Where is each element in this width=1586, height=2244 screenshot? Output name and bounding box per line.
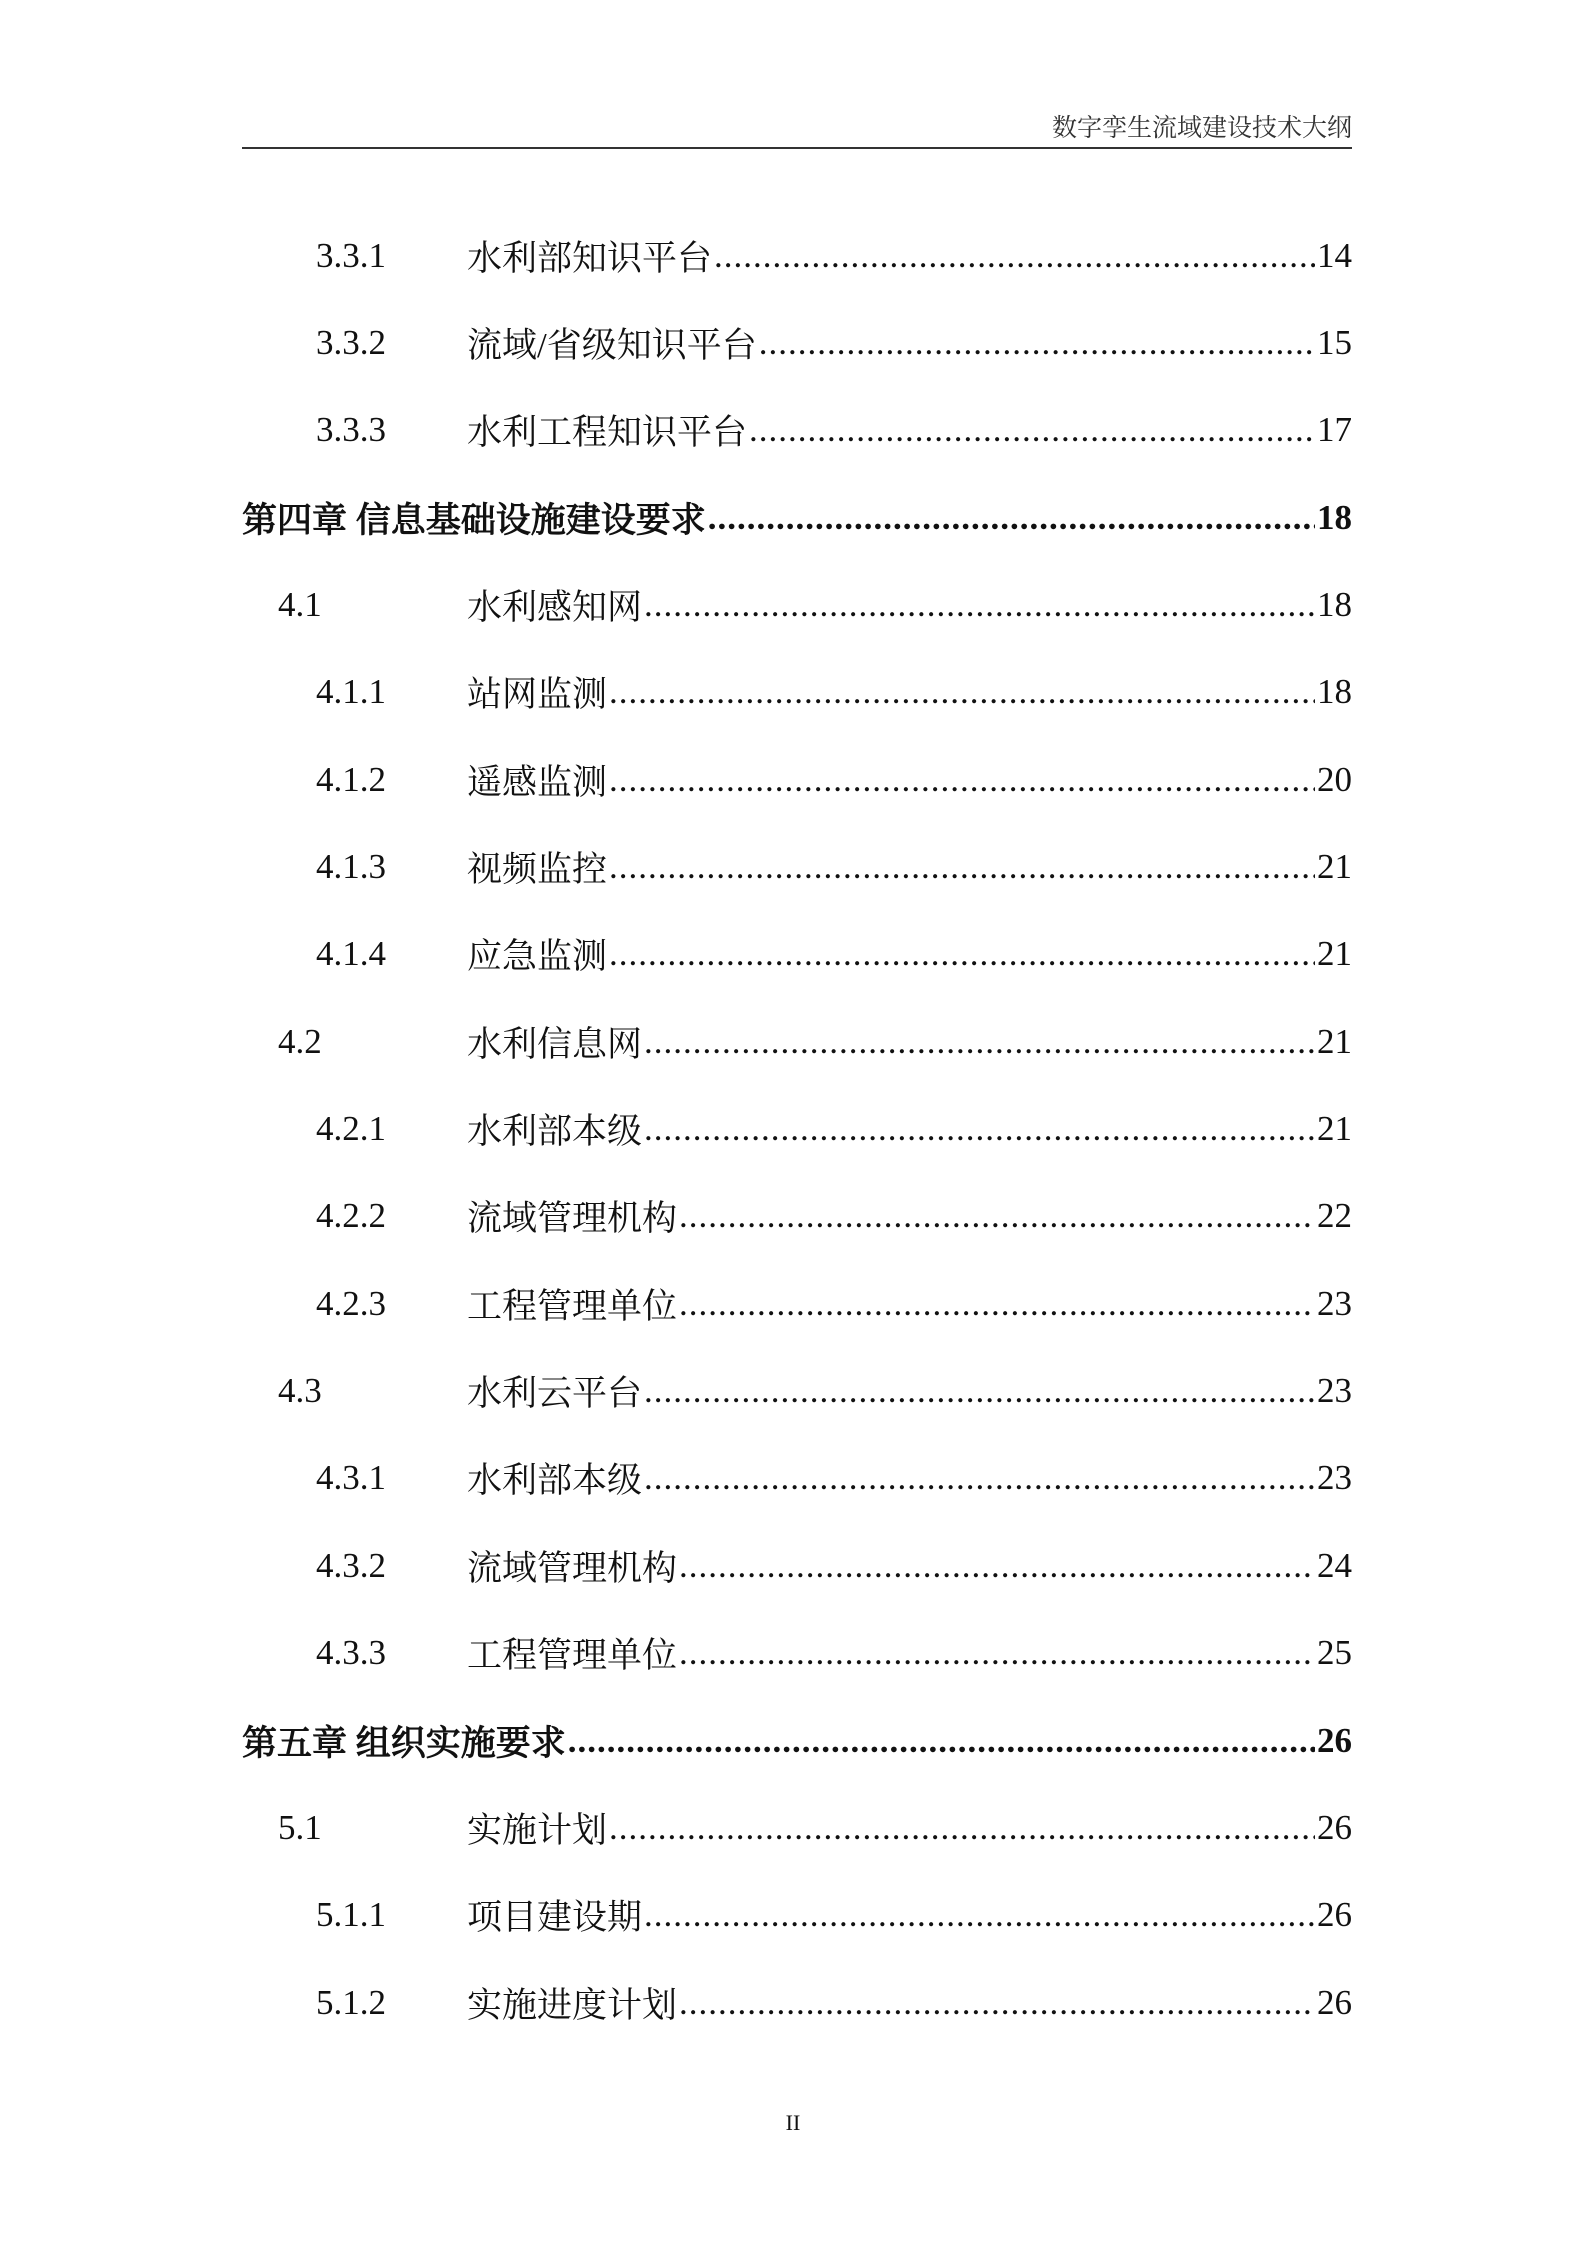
toc-entry-title: 水利部知识平台 xyxy=(467,238,713,278)
toc-entry-number: 4.2.2 xyxy=(316,1196,386,1236)
toc-entry[interactable] xyxy=(242,387,1352,474)
toc-entry-number: 4.2.3 xyxy=(316,1283,386,1323)
toc-entry-number: 4.3.2 xyxy=(316,1545,386,1585)
toc-entry[interactable] xyxy=(242,1347,1352,1434)
toc-entry-page: 26 xyxy=(1317,1720,1352,1760)
toc-entry[interactable] xyxy=(242,649,1352,736)
toc-entry[interactable] xyxy=(242,823,1352,910)
toc-entry-title: 流域管理机构 xyxy=(467,1199,678,1239)
dot-leader xyxy=(609,934,1315,974)
dot-leader xyxy=(644,585,1315,625)
toc-entry-number: 4.1.1 xyxy=(316,672,386,712)
toc-entry-title: 第四章 信息基础设施建设要求 xyxy=(242,500,706,540)
toc-entry-title: 流域/省级知识平台 xyxy=(467,326,757,366)
dot-leader xyxy=(644,1109,1315,1149)
toc-entry-number: 4.3.1 xyxy=(316,1458,386,1498)
table-of-contents xyxy=(242,212,1352,2046)
toc-entry-number: 5.1 xyxy=(278,1807,322,1847)
toc-entry-page: 24 xyxy=(1317,1545,1352,1585)
toc-entry-page: 25 xyxy=(1317,1633,1352,1673)
toc-entry-title: 水利云平台 xyxy=(467,1374,643,1414)
toc-entry-page: 18 xyxy=(1317,585,1352,625)
toc-entry-number: 4.1.4 xyxy=(316,934,386,974)
toc-entry-title: 水利部本级 xyxy=(467,1461,643,1501)
dot-leader xyxy=(749,410,1315,450)
toc-entry-page: 26 xyxy=(1317,1982,1352,2022)
toc-entry-title: 应急监测 xyxy=(467,937,608,977)
header-rule xyxy=(242,147,1352,149)
toc-entry-number: 5.1.2 xyxy=(316,1982,386,2022)
toc-entry-number: 3.3.2 xyxy=(316,323,386,363)
dot-leader xyxy=(609,847,1315,887)
toc-entry[interactable] xyxy=(242,561,1352,648)
dot-leader xyxy=(644,1895,1315,1935)
toc-entry-title: 水利感知网 xyxy=(467,588,643,628)
toc-entry-page: 15 xyxy=(1317,323,1352,363)
toc-entry-title: 站网监测 xyxy=(467,675,608,715)
dot-leader xyxy=(679,1196,1315,1236)
toc-entry-number: 4.3 xyxy=(278,1371,322,1411)
toc-entry-page: 21 xyxy=(1317,847,1352,887)
dot-leader xyxy=(714,236,1315,276)
toc-entry-page: 26 xyxy=(1317,1807,1352,1847)
dot-leader xyxy=(644,1022,1315,1062)
toc-entry-page: 21 xyxy=(1317,1109,1352,1149)
page-number: II xyxy=(785,2110,801,2135)
toc-chapter-entry[interactable] xyxy=(242,1697,1352,1784)
dot-leader xyxy=(644,1458,1315,1498)
toc-entry[interactable] xyxy=(242,1435,1352,1522)
dot-leader xyxy=(568,1721,1315,1761)
running-header: 数字孪生流域建设技术大纲 xyxy=(1051,115,1352,142)
toc-entry-number: 4.1.2 xyxy=(316,759,386,799)
dot-leader xyxy=(708,498,1315,538)
toc-entry-page: 23 xyxy=(1317,1283,1352,1323)
toc-entry[interactable] xyxy=(242,1085,1352,1172)
toc-entry[interactable] xyxy=(242,1872,1352,1959)
toc-chapter-entry[interactable] xyxy=(242,474,1352,561)
toc-entry-title: 第五章 组织实施要求 xyxy=(242,1723,566,1763)
dot-leader xyxy=(759,323,1315,363)
toc-entry-number: 4.1.3 xyxy=(316,847,386,887)
toc-entry[interactable] xyxy=(242,212,1352,299)
toc-entry-title: 遥感监测 xyxy=(467,762,608,802)
toc-entry-page: 26 xyxy=(1317,1895,1352,1935)
toc-entry[interactable] xyxy=(242,1173,1352,1260)
dot-leader xyxy=(679,1983,1315,2023)
toc-entry-number: 4.3.3 xyxy=(316,1633,386,1673)
dot-leader xyxy=(609,1808,1315,1848)
toc-entry[interactable] xyxy=(242,911,1352,998)
dot-leader xyxy=(609,760,1315,800)
toc-entry[interactable] xyxy=(242,299,1352,386)
dot-leader xyxy=(679,1284,1315,1324)
toc-entry[interactable] xyxy=(242,1522,1352,1609)
toc-entry[interactable] xyxy=(242,1784,1352,1871)
toc-entry-title: 水利工程知识平台 xyxy=(467,413,748,453)
toc-entry[interactable] xyxy=(242,1959,1352,2046)
toc-entry-number: 3.3.3 xyxy=(316,410,386,450)
toc-entry[interactable] xyxy=(242,1610,1352,1697)
toc-entry-page: 23 xyxy=(1317,1371,1352,1411)
toc-entry-page: 14 xyxy=(1317,235,1352,275)
dot-leader xyxy=(679,1546,1315,1586)
toc-entry-number: 4.2.1 xyxy=(316,1109,386,1149)
dot-leader xyxy=(609,672,1315,712)
dot-leader xyxy=(679,1633,1315,1673)
toc-entry-title: 项目建设期 xyxy=(467,1898,643,1938)
toc-entry-number: 3.3.1 xyxy=(316,235,386,275)
toc-entry-page: 18 xyxy=(1317,497,1352,537)
toc-entry-title: 工程管理单位 xyxy=(467,1286,678,1326)
toc-entry-title: 水利部本级 xyxy=(467,1112,643,1152)
toc-entry-page: 21 xyxy=(1317,934,1352,974)
toc-entry-title: 流域管理机构 xyxy=(467,1548,678,1588)
toc-entry-title: 视频监控 xyxy=(467,850,608,890)
toc-entry-title: 实施计划 xyxy=(467,1810,608,1850)
toc-entry[interactable] xyxy=(242,998,1352,1085)
toc-entry-page: 23 xyxy=(1317,1458,1352,1498)
toc-entry-number: 4.1 xyxy=(278,585,322,625)
toc-entry-title: 水利信息网 xyxy=(467,1024,643,1064)
toc-entry-number: 4.2 xyxy=(278,1021,322,1061)
toc-entry-page: 17 xyxy=(1317,410,1352,450)
toc-entry-page: 20 xyxy=(1317,759,1352,799)
dot-leader xyxy=(644,1371,1315,1411)
toc-entry-page: 21 xyxy=(1317,1021,1352,1061)
toc-entry-page: 22 xyxy=(1317,1196,1352,1236)
toc-entry-number: 5.1.1 xyxy=(316,1895,386,1935)
toc-entry-title: 工程管理单位 xyxy=(467,1636,678,1676)
toc-entry[interactable] xyxy=(242,736,1352,823)
toc-entry-page: 18 xyxy=(1317,672,1352,712)
toc-entry-title: 实施进度计划 xyxy=(467,1985,678,2025)
toc-entry[interactable] xyxy=(242,1260,1352,1347)
